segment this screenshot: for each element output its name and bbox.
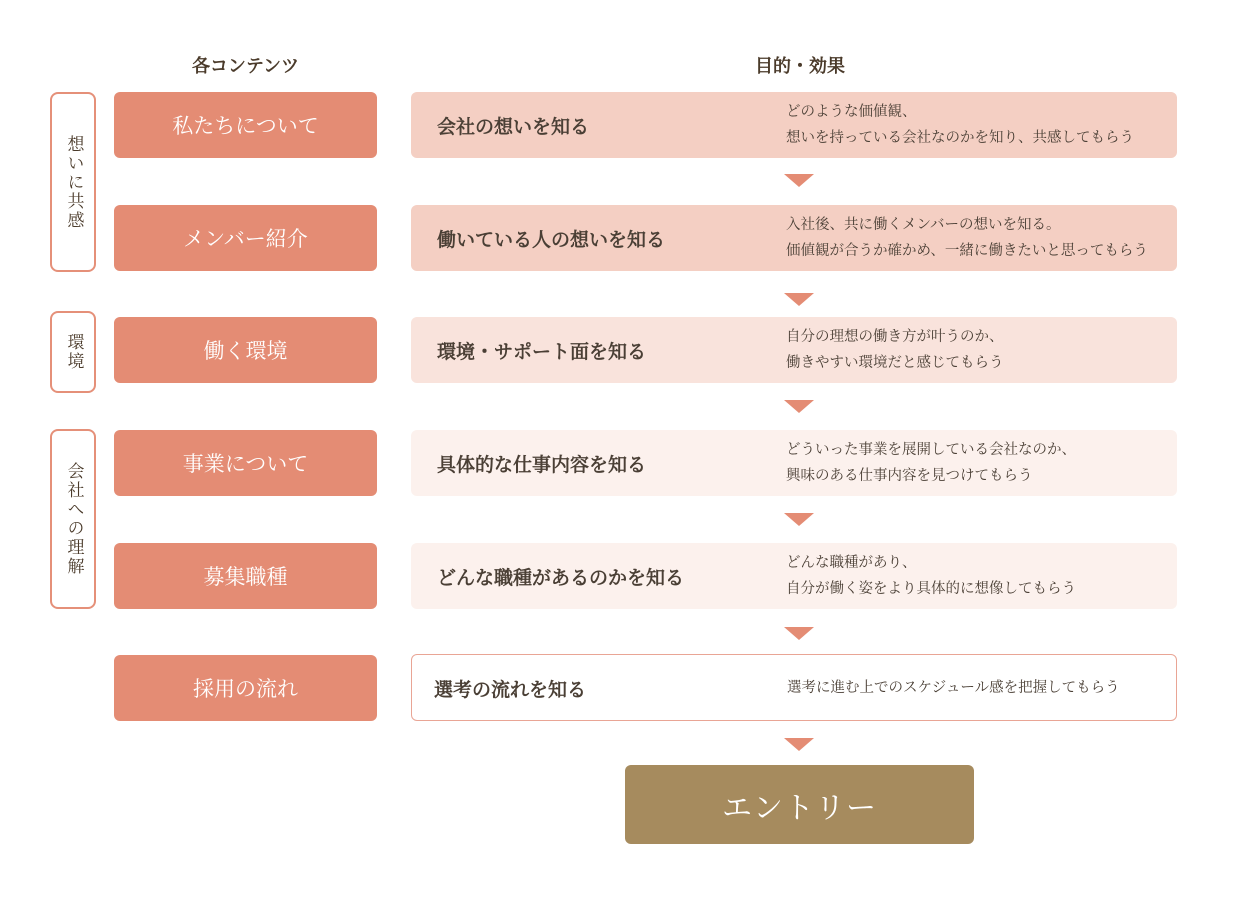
purpose-card-about-us xyxy=(411,92,1177,158)
purpose-desc-line1: 選考に進む上でのスケジュール感を把握してもらう xyxy=(787,680,1120,696)
purpose-title: 環境・サポート面を知る xyxy=(437,340,647,363)
purpose-description xyxy=(786,205,1148,271)
purpose-desc-line2: 価値観が合うか確かめ、一緒に働きたいと思ってもらう xyxy=(786,243,1148,259)
purpose-title: 会社の想いを知る xyxy=(437,115,590,138)
flow-arrow-down xyxy=(784,738,814,751)
purpose-title: 選考の流れを知る xyxy=(434,678,587,701)
member-intro-button[interactable]: メンバー紹介 xyxy=(114,205,377,271)
flow-arrow-down xyxy=(784,174,814,187)
purpose-title: どんな職種があるのかを知る xyxy=(437,566,685,589)
purpose-card-environment xyxy=(411,317,1177,383)
purpose-title: 具体的な仕事内容を知る xyxy=(437,453,647,476)
purpose-description xyxy=(786,317,1004,383)
group-label-environment: 環境 xyxy=(63,333,84,371)
purpose-column-header: 目的・効果 xyxy=(755,56,845,77)
purpose-desc-line2: 興味のある仕事内容を見つけてもらう xyxy=(786,468,1033,484)
purpose-card-members xyxy=(411,205,1177,271)
purpose-desc-line2: 想いを持っている会社なのかを知り、共感してもらう xyxy=(786,130,1134,146)
purpose-card-jobs xyxy=(411,543,1177,609)
purpose-description xyxy=(786,92,1134,158)
flow-arrow-down xyxy=(784,627,814,640)
purpose-description xyxy=(786,430,1076,496)
purpose-desc-line2: 働きやすい環境だと感じてもらう xyxy=(786,355,1004,371)
group-label-empathy: 想いに共感 xyxy=(63,134,84,230)
flow-arrow-down xyxy=(784,513,814,526)
purpose-description xyxy=(786,543,1076,609)
purpose-desc-line1: どんな職種があり、 xyxy=(786,555,917,571)
group-label-company-understanding: 会社への理解 xyxy=(63,462,84,576)
purpose-desc-line1: どのような価値観、 xyxy=(786,104,917,120)
recruitment-flow-button[interactable]: 採用の流れ xyxy=(114,655,377,721)
contents-column-header: 各コンテンツ xyxy=(191,56,300,77)
purpose-desc-line1: どういった事業を展開している会社なのか、 xyxy=(786,442,1076,458)
flow-arrow-down xyxy=(784,400,814,413)
entry-button[interactable]: エントリー xyxy=(625,765,974,844)
purpose-card-business xyxy=(411,430,1177,496)
about-us-button[interactable]: 私たちについて xyxy=(114,92,377,158)
business-button[interactable]: 事業について xyxy=(114,430,377,496)
purpose-desc-line1: 自分の理想の働き方が叶うのか、 xyxy=(786,329,1004,345)
purpose-title: 働いている人の想いを知る xyxy=(437,228,666,251)
flow-arrow-down xyxy=(784,293,814,306)
purpose-card-selection xyxy=(411,654,1177,721)
group-empathy xyxy=(50,92,96,272)
purpose-desc-line2: 自分が働く姿をより具体的に想像してもらう xyxy=(786,581,1076,597)
job-openings-button[interactable]: 募集職種 xyxy=(114,543,377,609)
purpose-description xyxy=(787,655,1120,721)
group-environment xyxy=(50,311,96,393)
group-company-understanding xyxy=(50,429,96,609)
work-environment-button[interactable]: 働く環境 xyxy=(114,317,377,383)
purpose-desc-line1: 入社後、共に働くメンバーの想いを知る。 xyxy=(786,217,1061,233)
